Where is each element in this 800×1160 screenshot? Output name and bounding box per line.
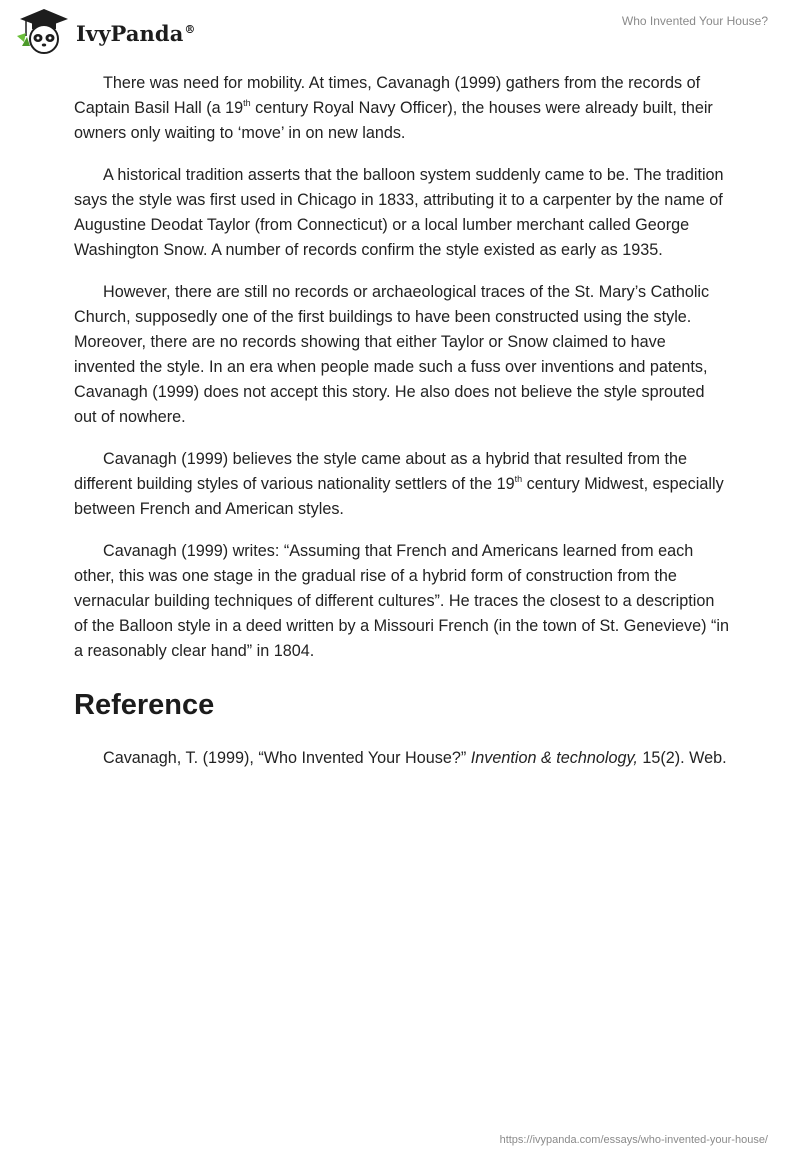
brand-name: IvyPanda® xyxy=(76,20,196,46)
essay-body xyxy=(74,71,730,788)
page-header xyxy=(0,0,800,62)
paragraph: There was need for mobility. At times, Cavanagh (1999) gathers from the records of Captain Basil Hall (a 19th century Royal Navy Officer), the houses were already built, their owners only waiting to ‘move’ in on new lands. xyxy=(74,74,713,142)
paragraph: However, there are still no records or archaeological traces of the St. Mary’s Catholic Church, supposedly one of the first buildings to have been constructed using the style. Moreover, there are no records showing that either Taylor or Snow claimed to have invented the style. In an era when people made such a fuss over inventions and patents, Cavanagh (1999) does not accept this story. He also does not believe the style sprouted out of nowhere. xyxy=(74,283,710,426)
panda-graduation-cap-logo-icon xyxy=(14,6,72,56)
paragraph: Cavanagh (1999) believes the style came about as a hybrid that resulted from the different building styles of various nationality settlers of the 19th century Midwest, especially between French and American styles. xyxy=(74,450,724,518)
reference-heading: Reference xyxy=(74,689,215,721)
ivypanda-logo[interactable] xyxy=(14,6,196,56)
reference-entry: Cavanagh, T. (1999), “Who Invented Your House?” Invention & technology, 15(2). Web. xyxy=(103,749,727,767)
document-title: Who Invented Your House? xyxy=(621,14,768,28)
source-url[interactable]: https://ivypanda.com/essays/who-invented-your-house/ xyxy=(499,1134,768,1146)
paragraph: A historical tradition asserts that the balloon system suddenly came to be. The tradition says the style was first used in Chicago in 1833, attributing it to a carpenter by the name of Augustine Deodat Taylor (from Connecticut) or a local lumber merchant called George Washington Snow. A number of records confirm the style existed as early as 1935. xyxy=(74,166,724,259)
paragraph: Cavanagh (1999) writes: “Assuming that French and Americans learned from each other, this was one stage in the gradual rise of a hybrid form of construction from the vernacular building techniques of different cultures”. He traces the closest to a description of the Balloon style in a deed written by a Missouri French (in the town of St. Genevieve) “in a reasonably clear hand” in 1804. xyxy=(74,542,730,660)
